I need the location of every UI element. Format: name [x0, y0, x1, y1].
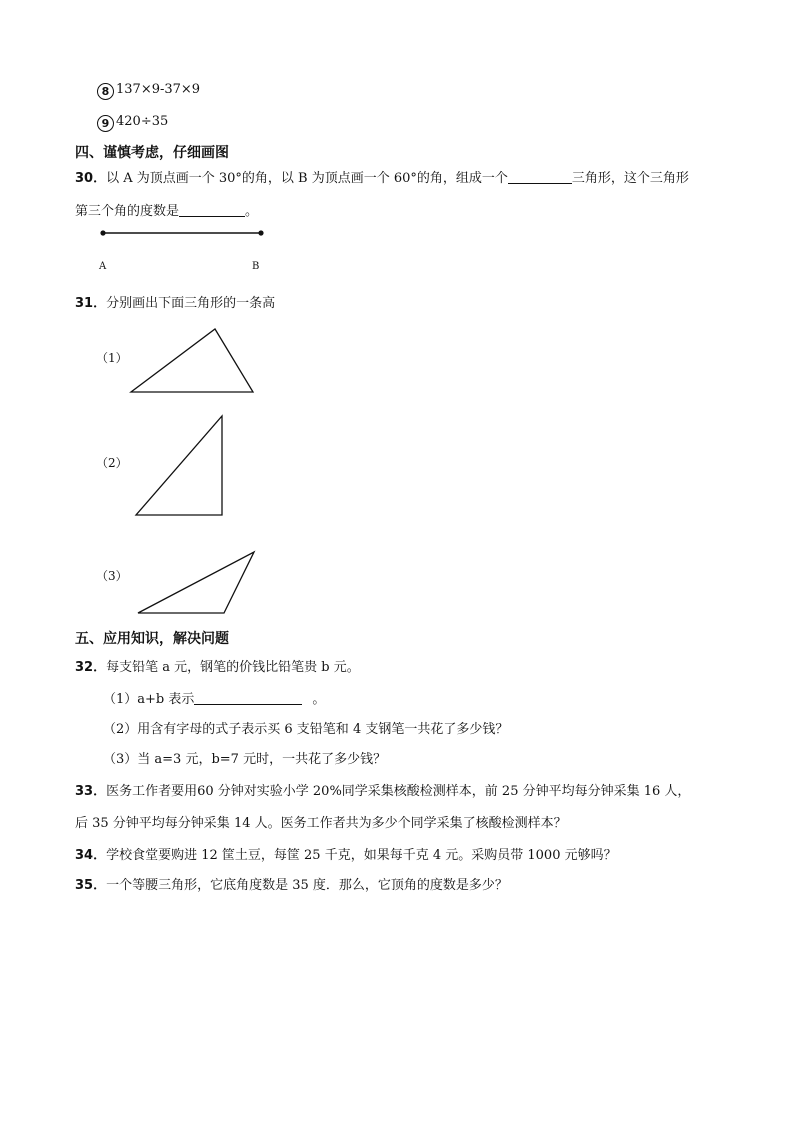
question-31-number: 31． [75, 296, 107, 311]
question-30-text-d: 。 [245, 204, 259, 219]
triangle-3[interactable] [138, 552, 254, 613]
question-30-text-a: 以 A 为顶点画一个 30°的角，以 B 为顶点画一个 60°的角，组成一个 [106, 171, 508, 186]
point-b-label: B [252, 261, 260, 272]
triangle-1-label: （1） [96, 351, 128, 365]
question-35-number: 35． [75, 878, 107, 893]
section-4-title: 四、谨慎考虑，仔细画图 [75, 145, 229, 161]
question-33-line-2: 后 35 分钟平均每分钟采集 14 人。医务工作者共为多少个同学采集了核酸检测样本？ [75, 816, 567, 831]
item-8-expression: 137×9-37×9 [116, 82, 201, 97]
question-35-text: 一个等腰三角形，它底角度数是 35 度．那么，它顶角的度数是多少？ [106, 878, 508, 893]
point-b-dot [258, 230, 263, 235]
triangle-2-label: （2） [96, 456, 128, 470]
question-33-number: 33． [75, 784, 107, 799]
item-9-expression: 420÷35 [116, 114, 169, 129]
point-a-label: A [99, 261, 107, 272]
question-30-number: 30． [75, 171, 107, 186]
question-31 [75, 292, 275, 311]
question-34-number: 34． [75, 848, 107, 863]
triangle-1[interactable] [131, 329, 253, 392]
question-32-number: 32． [75, 660, 107, 675]
question-32-sub-2: （2）用含有字母的式子表示买 6 支铅笔和 4 支钢笔一共花了多少钱？ [103, 722, 509, 737]
question-32-text: 每支铅笔 a 元，钢笔的价钱比铅笔贵 b 元。 [106, 660, 360, 675]
question-32-sub-3: （3）当 a=3 元，b=7 元时，一共花了多少钱？ [103, 752, 387, 767]
question-34 [75, 844, 617, 863]
question-31-text: 分别画出下面三角形的一条高 [106, 296, 276, 311]
question-30-text-b: 三角形，这个三角形 [571, 171, 689, 186]
section-5-title: 五、应用知识，解决问题 [75, 631, 229, 647]
triangle-2[interactable] [136, 416, 222, 515]
question-33-line-1 [75, 780, 690, 799]
question-32-sub-1-end: 。 [312, 692, 326, 707]
question-30-text-c: 第三个角的度数是 [75, 204, 180, 219]
question-33-text-1: 医务工作者要用60 分钟对实验小学 20%同学采集核酸检测样本，前 25 分钟平均每分钟采集 16 人， [106, 784, 691, 799]
circled-number-8: 8 [97, 83, 114, 100]
triangle-3-label: （3） [96, 569, 128, 583]
question-32-sub-1-text: （1）a+b 表示 [103, 692, 195, 707]
question-35 [75, 874, 508, 893]
question-32 [75, 656, 360, 675]
circled-number-9: 9 [97, 115, 114, 132]
question-34-text: 学校食堂要购进 12 筐土豆，每筐 25 千克，如果每千克 4 元。采购员带 1000 元够吗？ [106, 848, 617, 863]
point-a-dot [100, 230, 105, 235]
question-32-sub-1 [103, 688, 325, 707]
question-32-blank[interactable] [194, 691, 302, 705]
